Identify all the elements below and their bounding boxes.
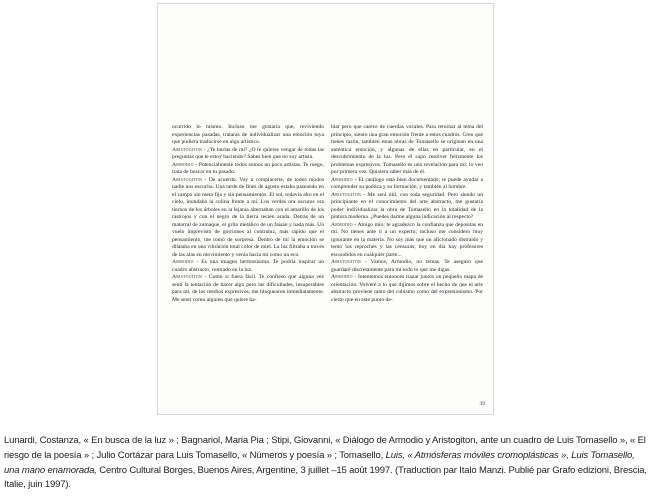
paragraph [331, 177, 483, 192]
paragraph-text: - De acuerdo. Voy a complacerte, de todos modos nadie nos escucha. Una tarde de fines de agosto estaba paseando en el campo sin meta fija y sin pensamientos. El sol, todavía alto en el cielo, inundaba la colina frente a mí. Los verdes ora oscuros ora tiernos de los árboles en la lejanía alternaban con el amarillo de los rastrojos y con el negro de la tierra recién arada. Detrás de un matorral de zumaque, el grito metálico de un faisán y nada más. Un vuelo imprevisto de gorriones al contraluz, más rápido que el pensamiento, me tomó de sorpresa. Dentro de mí la emoción se dilataba en una vibración total color de miel. La luz filtraba a través de las alas en movimiento y venía hacia mí como un eco. [172, 176, 324, 258]
caption-text-end: Centro Cultural Borges, Buenos Aires, Argentine, 3 juillet –15 août 1997. (Traduction par Italo Manzi. Publié par Grafo edizioni, Brescia, Italie, juin 1997). [4, 464, 647, 491]
speaker-name: Aristogiton [331, 191, 362, 198]
paragraph [331, 192, 483, 222]
right-text-column [331, 124, 483, 304]
book-page [157, 3, 494, 415]
page-number: 39 [479, 401, 485, 407]
speaker-name: Armodio [331, 221, 353, 228]
paragraph-text: - Vamos, Armodio, no temas. Te aseguro que guardaré discretamente para mí todo lo que me digas. [331, 259, 483, 273]
paragraph-text: - Intentemos entonces trazar juntos un pequeño mapa de orientación. Volveré a lo que dijimos sobre el hecho de que el arte abstracto proviene tanto del cubismo como del expresionismo. Por cierto que en este punto de- [331, 274, 483, 303]
paragraph-text: - Amigo mío, te agradezco la confianza que depositas en mí. No tienes ante ti a un experto; incluso me considero muy ignorante en la materia. No soy más que un aficionado distraído y temo los reproches y las censuras; hoy en día hay profesores escondidos en cualquier parte... [331, 221, 483, 258]
paragraph [172, 259, 324, 274]
paragraph-text: - Como si fuera fácil. Te confieso que alguna vez sentí la tentación de hacer algo pero las dificultades, insuperables para mí, de los medios expresivos, me bloquearon inmediatamente. Me sentí como alguien que quiere ha- [172, 274, 324, 303]
image-caption [4, 434, 648, 493]
paragraph [331, 274, 483, 304]
speaker-name: Aristogiton [172, 176, 203, 183]
speaker-name: Armodio [172, 259, 194, 265]
paragraph [331, 259, 483, 274]
paragraph-text: - El catálogo está bien documentado; te puede ayudar a comprender su poética y su formación, y también al hombre. [331, 176, 483, 190]
speaker-name: Armodio [331, 274, 353, 280]
paragraph [172, 147, 324, 162]
speaker-name: Armodio [331, 176, 353, 183]
caption-text: Lunardi, Costanza, « En busca de la luz » ; Bagnariol, Maria Pia ; Stipi, Giovanni, « Diálogo de Armodio y Aristogiton, ante un cuadro de Luis Tomasello », « El riesgo de la poesía » ; Julio Cortázar para Luis Tomasello, « Números y poesía » ; Tomasello, [4, 435, 646, 461]
paragraph-text: blar pero que carece de cuerdas vocales. Para retornar al tema del principio, siento una gran emoción frente a estos cuadros. Creo que tienes razón, también estas obras de Tomasello se originan en una auténtica emoción, y algunas de ellas en particular, en el descubrimiento de la luz. Pero él supo resolver felizmente los problemas expresivos. Tomasello es una revelación para mí; lo veo por primera vez. Quisiera saber más de él. [331, 124, 483, 175]
caption-italic-text: Luis, « Atmósferas móviles cromoplásticas », Luis Tomasello, una mano enamorada, [4, 449, 635, 476]
speaker-name: Aristogiton [172, 146, 203, 153]
paragraph [331, 222, 483, 260]
speaker-name: Aristogiton [331, 259, 362, 265]
paragraph-text: - Es una imagen hermosísima. Te podría inspirar un cuadro abstracto, centrado en la luz. [172, 259, 324, 273]
paragraph [331, 124, 483, 177]
paragraph-text: - Potencialmente todos somos un poco artistas. Te ruego, trata de buscar en tu pasado. [172, 161, 324, 175]
speaker-name: Armodio [172, 161, 194, 168]
paragraph-text: - ¿Te burlas de mí? ¿O te quieres vengar de todas las preguntas que te estoy haciendo? Sabes bien que no soy artista. [172, 146, 324, 160]
left-text-column [172, 124, 324, 304]
paragraph [172, 124, 324, 147]
paragraph [172, 177, 324, 260]
paragraph-text: ocurrido lo mismo. Incluso me gustaría que, reviviendo experiencias pasadas, trataras de individualizar una emoción tuya que pudiera traducirse en algo artístico. [172, 124, 324, 145]
paragraph-text: - Me será útil, con toda seguridad. Pero siendo un principiante en el conocimiento del arte abstracto, me gustaría poder individualizar la obra de Tomasello en la totalidad de la pintura moderna. ¿Puedes darme alguna indicación al respecto? [331, 191, 483, 220]
speaker-name: Aristogiton [172, 274, 203, 280]
paragraph [172, 274, 324, 304]
paragraph [172, 162, 324, 177]
